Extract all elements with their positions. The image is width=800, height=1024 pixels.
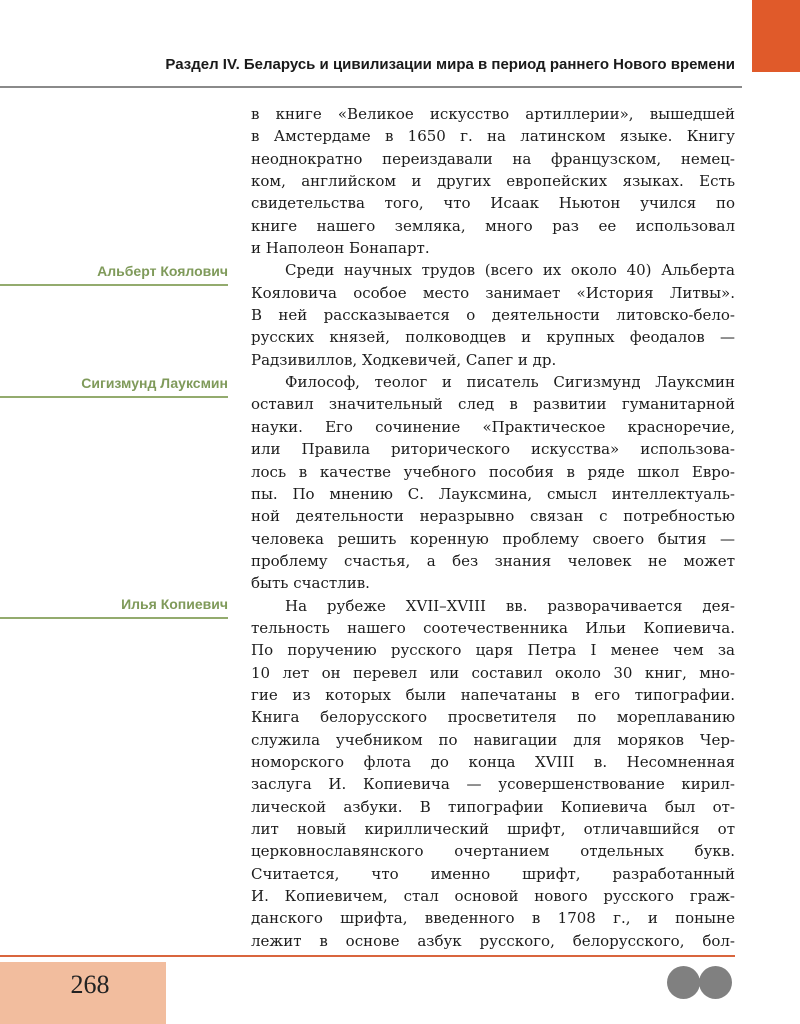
text-line: церковнославянского очертанием отдельных букв.	[251, 842, 735, 861]
text-line: гие из которых были напечатаны в его типографии.	[251, 685, 735, 704]
text-line: человека решить коренную проблему своего бытия —	[251, 529, 735, 548]
margin-note-text: Илья Копиевич	[121, 596, 228, 612]
text-line: Книга белорусского просветителя по мореплаванию	[251, 708, 735, 727]
text-line: или Правила риторического искусства» использова-	[251, 440, 735, 459]
text-line: Радзивиллов, Ходкевичей, Сапег и др.	[251, 350, 557, 369]
text-line: лит новый кириллический шрифт, отличавшийся от	[251, 820, 735, 838]
text-line: Кояловича особое место занимает «История Литвы».	[251, 283, 735, 302]
text-line: лической азбуки. В типографии Копиевича был от-	[251, 797, 735, 816]
text-line: ной деятельности неразрывно связан с потребностью	[251, 507, 735, 526]
text-line: Считается, что именно шрифт, разработанный	[251, 864, 735, 883]
text-line: И. Копиевичем, стал основой нового русского граж-	[251, 887, 735, 906]
text-line: По поручению русского царя Петра I менее чем за	[251, 641, 735, 660]
text-line: служила учебником по навигации для моряков Чер-	[251, 730, 735, 749]
text-line: тельность нашего соотечественника Ильи Копиевича.	[251, 618, 735, 637]
text-line: заслуга И. Копиевича — усовершенствование кирил-	[251, 775, 735, 794]
margin-note-rule	[0, 284, 228, 286]
margin-note	[0, 596, 228, 619]
text-line: проблему счастья, а без знания человек не может	[251, 551, 735, 570]
text-line: В ней рассказывается о деятельности литовско-бело-	[251, 306, 735, 325]
text-line: в книге «Великое искусство артиллерии», вышедшей	[251, 105, 735, 123]
page-number-box	[0, 962, 166, 1024]
margin-note-text: Сигизмунд Лауксмин	[81, 375, 228, 391]
text-line: номорского флота до конца XVIII в. Несомненная	[251, 752, 735, 771]
header-divider	[0, 86, 742, 88]
text-line: пы. По мнению С. Лауксмина, смысл интеллектуаль-	[251, 484, 735, 503]
text-line: быть счастлив.	[251, 574, 370, 593]
text-line: лось в качестве учебного пособия в ряде школ Евро-	[251, 462, 735, 481]
corner-tab	[752, 0, 800, 72]
margin-note-rule	[0, 396, 228, 398]
text-line: Философ, теолог и писатель Сигизмунд Лауксмин	[285, 373, 735, 392]
text-line: 10 лет он перевел или составил около 30 книг, мно-	[251, 663, 735, 682]
margin-note	[0, 263, 228, 286]
margin-note-text: Альберт Коялович	[97, 263, 228, 279]
text-line: книге нашего земляка, много раз ее использовал	[251, 216, 735, 235]
footer-divider	[0, 955, 735, 957]
text-line: русских князей, полководцев и крупных феодалов —	[251, 328, 735, 347]
text-line: оставил значительный след в развитии гуманитарной	[251, 395, 735, 414]
body-text	[251, 103, 735, 952]
text-line: в Амстердаме в 1650 г. на латинском языке. Книгу	[251, 127, 735, 146]
text-line: На рубеже XVII–XVIII вв. разворачивается дея-	[285, 596, 735, 615]
text-line: лежит в основе азбук русского, белорусского, бол-	[251, 931, 735, 950]
text-line: ком, английском и других европейских языках. Есть	[251, 172, 735, 191]
text-line: Среди научных трудов (всего их около 40) Альберта	[285, 261, 735, 280]
margin-note-rule	[0, 617, 228, 619]
text-line: свидетельства того, что Исаак Ньютон учился по	[251, 194, 735, 213]
text-line: и Наполеон Бонапарт.	[251, 239, 430, 258]
text-line: науки. Его сочинение «Практическое красноречие,	[251, 417, 735, 436]
text-line: неоднократно переиздавали на французском, немец-	[251, 149, 735, 168]
text-line: данского шрифта, введенного в 1708 г., и поныне	[251, 909, 735, 928]
decorative-circle-icon	[699, 966, 732, 999]
decorative-circle-icon	[667, 966, 700, 999]
section-header: Раздел IV. Беларусь и цивилизации мира в период раннего Нового времени	[165, 56, 735, 73]
page-number: 268	[70, 970, 110, 999]
margin-note	[0, 375, 228, 398]
